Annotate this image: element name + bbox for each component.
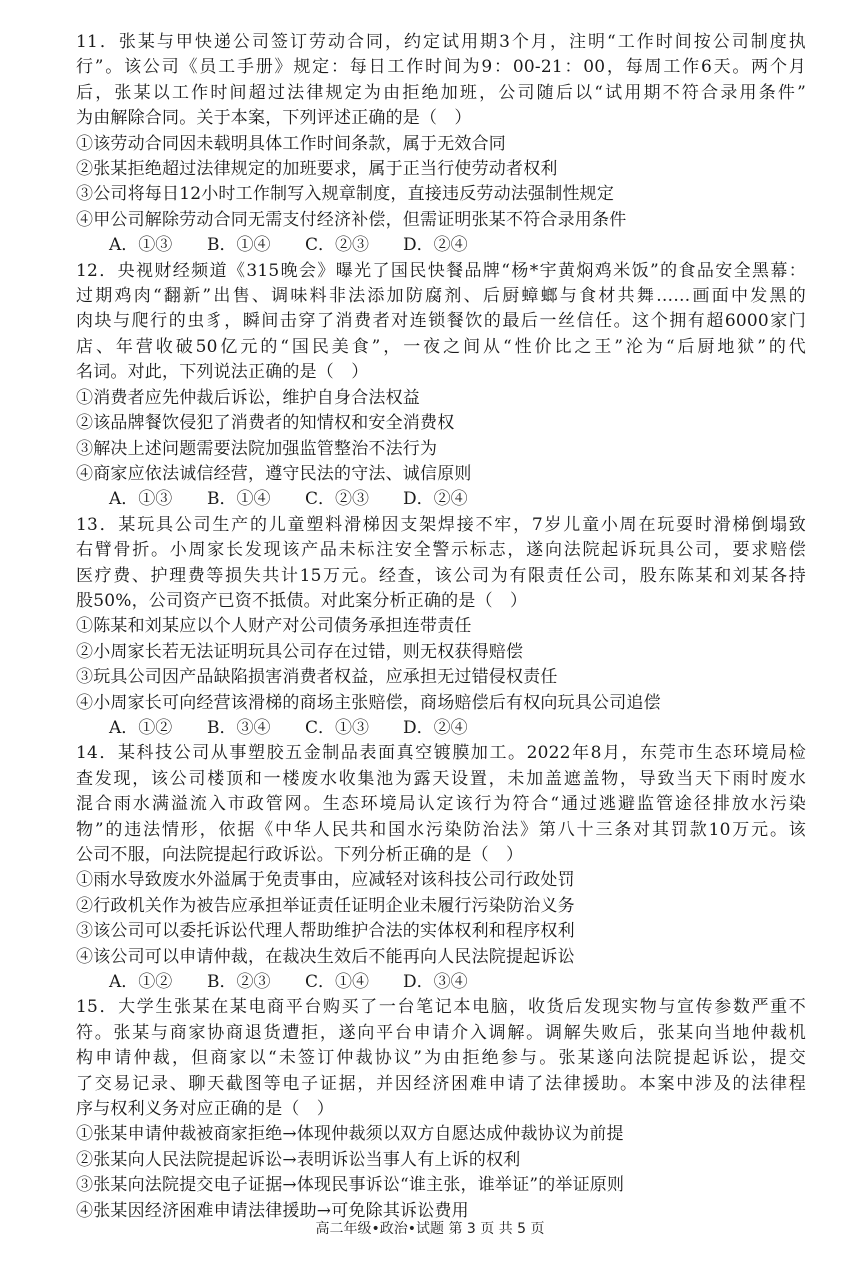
stem-line: 行”。该公司《员工手册》规定：每日工作时间为9：00-21：00，每周工作6天。两个月	[76, 57, 806, 78]
stem-line: 后，张某以工作时间超过法律规定为由拒绝加班，公司随后以“试用期不符合录用条件”	[76, 82, 806, 103]
statement-item: ②张某拒绝超过法律规定的加班要求，属于正当行使劳动者权利	[76, 159, 558, 180]
statement-item: ②张某向人民法院提起诉讼→表明诉讼当事人有上诉的权利	[76, 1149, 521, 1170]
stem-line: 过期鸡肉“翻新”出售、调味料非法添加防腐剂、后厨蟑螂与食材共舞……画面中发黑的	[76, 286, 806, 307]
answer-option: D．③④	[403, 972, 468, 993]
stem-line: 12．央视财经频道《315晚会》曝光了国民快餐品牌“杨*宇黄焖鸡米饭”的食品安全黑幕：	[76, 260, 806, 281]
statement-item: ④商家应依法诚信经营，遵守民法的守法、诚信原则	[76, 463, 472, 484]
statement-item: ①陈某和刘某应以个人财产对公司债务承担连带责任	[76, 616, 472, 637]
question-stem	[76, 513, 806, 615]
stem-line: 查发现，该公司楼顶和一楼废水收集池为露天设置，未加盖遮盖物，导致当天下雨时废水	[76, 768, 806, 789]
answer-option: A．①②	[109, 972, 173, 993]
stem-line: 肉块与爬行的虫豸，瞬间击穿了消费者对连锁餐饮的最后一丝信任。这个拥有超6000家门	[76, 311, 806, 332]
question-list	[76, 30, 806, 1224]
statement-item: ③玩具公司因产品缺陷损害消费者权益，应承担无过错侵权责任	[76, 667, 558, 688]
statement-item: ①雨水导致废水外溢属于免责事由，应减轻对该科技公司行政处罚	[76, 870, 575, 891]
statement-item: ①该劳动合同因未载明具体工作时间条款，属于无效合同	[76, 133, 506, 154]
statement-item: ④张某因经济困难申请法律援助→可免除其诉讼费用	[76, 1200, 469, 1221]
question-12	[76, 259, 806, 513]
statement-item: ③公司将每日12小时工作制写入规章制度，直接违反劳动法强制性规定	[76, 184, 615, 205]
statement-item: ③解决上述问题需要法院加强监管整治不法行为	[76, 438, 438, 459]
statement-item: ③张某向法院提交电子证据→体现民事诉讼“谁主张，谁举证”的举证原则	[76, 1175, 625, 1196]
question-stem	[76, 741, 806, 868]
stem-line: 公司不服，向法院提起行政诉讼。下列分析正确的是（ ）	[76, 845, 524, 865]
stem-line: 混合雨水满溢流入市政管网。生态环境局认定该行为符合“通过逃避监管途径排放水污染	[76, 794, 806, 815]
page-footer: 高二年级•政治•试题 第 3 页 共 5 页	[315, 1221, 545, 1237]
answer-options	[76, 487, 806, 512]
stem-line: 了交易记录、聊天截图等电子证据，并因经济困难申请了法律援助。本案中涉及的法律程	[76, 1073, 806, 1094]
answer-option: C．②③	[305, 235, 370, 256]
answer-option: D．②④	[403, 717, 468, 738]
answer-options	[76, 233, 806, 258]
stem-line: 13．某玩具公司生产的儿童塑料滑梯因支架焊接不牢，7岁儿童小周在玩耍时滑梯倒塌致	[76, 514, 806, 535]
answer-option: A．①②	[109, 717, 173, 738]
answer-option: C．②③	[305, 489, 370, 510]
stem-line: 为由解除合同。关于本案，下列评述正确的是（ ）	[76, 108, 472, 129]
stem-line: 右臂骨折。小周家长发现该产品未标注安全警示标志，遂向法院起诉玩具公司，要求赔偿	[76, 540, 806, 561]
stem-line: 15．大学生张某在某电商平台购买了一台笔记本电脑，收货后发现实物与宣传参数严重不	[76, 997, 806, 1018]
statement-item: ③该公司可以委托诉讼代理人帮助维护合法的实体权利和程序权利	[76, 921, 575, 942]
answer-option: B．②③	[207, 972, 271, 993]
answer-option: A．①③	[109, 235, 173, 256]
answer-option: B．①④	[207, 235, 271, 256]
answer-option: D．②④	[403, 235, 468, 256]
answer-option: C．①③	[305, 717, 370, 738]
statement-item: ②该品牌餐饮侵犯了消费者的知情权和安全消费权	[76, 413, 455, 434]
statement-item: ④甲公司解除劳动合同无需支付经济补偿，但需证明张某不符合录用条件	[76, 209, 627, 230]
stem-line: 物”的违法情形，依据《中华人民共和国水污染防治法》第八十三条对其罚款10万元。该	[76, 819, 806, 840]
question-11	[76, 30, 806, 259]
stem-line: 医疗费、护理费等损失共计15万元。经查，该公司为有限责任公司，股东陈某和刘某各持	[76, 565, 806, 586]
question-15	[76, 995, 806, 1224]
answer-options	[76, 716, 806, 741]
stem-line: 股50%，公司资产已资不抵债。对此案分析正确的是（ ）	[76, 590, 528, 611]
statement-item: ①张某申请仲裁被商家拒绝→体现仲裁须以双方自愿达成仲裁协议为前提	[76, 1124, 624, 1145]
answer-option: C．①④	[305, 972, 370, 993]
stem-line: 构申请仲裁，但商家以“未签订仲裁协议”为由拒绝参与。张某遂向法院提起诉讼，提交	[76, 1048, 806, 1069]
answer-option: D．②④	[403, 489, 468, 510]
statement-item: ②行政机关作为被告应承担举证责任证明企业未履行污染防治义务	[76, 895, 575, 916]
statement-item: ④小周家长可向经营该滑梯的商场主张赔偿，商场赔偿后有权向玩具公司追偿	[76, 692, 661, 713]
answer-option: B．③④	[207, 717, 271, 738]
question-stem	[76, 30, 806, 132]
answer-options	[76, 970, 806, 995]
statement-item: ④该公司可以申请仲裁，在裁决生效后不能再向人民法院提起诉讼	[76, 946, 575, 967]
question-stem	[76, 259, 806, 386]
question-13	[76, 513, 806, 742]
answer-option: A．①③	[109, 489, 173, 510]
stem-line: 名词。对此，下列说法正确的是（ ）	[76, 362, 369, 383]
exam-page	[76, 30, 806, 1224]
stem-line: 11．张某与甲快递公司签订劳动合同，约定试用期3个月，注明“工作时间按公司制度执	[76, 32, 806, 52]
statement-item: ②小周家长若无法证明玩具公司存在过错，则无权获得赔偿	[76, 641, 524, 662]
stem-line: 序与权利义务对应正确的是（ ）	[76, 1099, 334, 1120]
statement-item: ①消费者应先仲裁后诉讼，维护自身合法权益	[76, 387, 420, 408]
stem-line: 14．某科技公司从事塑胶五金制品表面真空镀膜加工。2022年8月，东莞市生态环境局检	[76, 743, 806, 764]
question-stem	[76, 995, 806, 1122]
answer-option: B．①④	[207, 489, 271, 510]
stem-line: 符。张某与商家协商退货遭拒，遂向平台申请介入调解。调解失败后，张某向当地仲裁机	[76, 1022, 806, 1043]
question-14	[76, 741, 806, 995]
stem-line: 店、年营收破50亿元的“国民美食”，一夜之间从“性价比之王”沦为“后厨地狱”的代	[76, 336, 806, 357]
